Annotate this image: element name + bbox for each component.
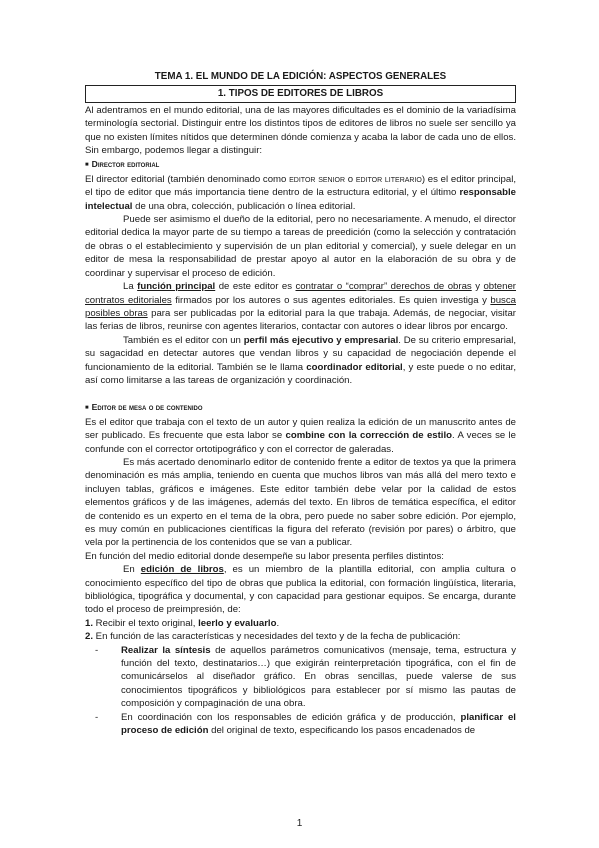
numbered-item-2: 2. En función de las características y necesidades del texto y de la fecha de publicación: — [85, 631, 461, 643]
dash-marker: - — [95, 711, 99, 723]
bullet-icon: ■ — [85, 162, 89, 169]
director-paragraph-2: Puede ser asimismo el dueño de la editorial, pero no necesariamente. A menudo, el director editorial dedica la mayor parte de su tiempo a tareas de preedición (como la selección y contratación de obras o el establecimiento y supervisión de un plan editorial y comercial), y suele delegar en un editor de mesa la responsabilidad de prestar apoyo al autor en la elaboración de su obra y de coordinar y supervisar el proceso de edición. — [85, 214, 516, 279]
section-heading-box: 1. TIPOS DE EDITORES DE LIBROS — [85, 85, 516, 102]
mesa-paragraph-3: En función del medio editorial donde desempeñe su labor presenta perfiles distintos: — [85, 550, 444, 562]
dash-item-text: En coordinación con los responsables de edición gráfica y de producción, planificar el proceso de edición del original de texto, especificando los pasos encadenados de — [121, 711, 516, 737]
dash-marker: - — [95, 644, 99, 656]
director-paragraph-3: La función principal de este editor es contratar o “comprar” derechos de obras y obtener contratos editoriales firmados por los autores o sus agentes editoriales. Es quien investiga y busca posibles obras para ser publicadas por la editorial para la que trabaja. Además, de negociar, visitar las ferias de libros, reunirse con agentes literarios, contactar con autores o idear libros por encargo. — [85, 281, 517, 333]
mesa-heading: ■ Editor de mesa o de contenido — [85, 402, 203, 413]
intro-paragraph: Al adentramos en el mundo editorial, una de las mayores dificultades es el dominio de la variadísima terminología sectorial. Distinguir entre los distintos tipos de editores de libros no suele ser sencillo ya que no existen límites nítidos que determinen dónde comienza y acaba la labor de cada uno de ellos. Sin embargo, podemos llegar a distinguir: — [85, 104, 516, 157]
director-heading: ■ Director editorial — [85, 159, 160, 170]
document-page — [85, 70, 516, 738]
mesa-paragraph-2: Es más acertado denominarlo editor de contenido frente a editor de textos ya que la primera denominación es más amplia, teniendo en cuenta que muchos libros van más allá del mero texto e incluyen tablas, gráficos e imágenes. Este editor también debe velar por la calidad de estos elementos gráficos y de las imágenes, además del texto. En libros de temática específica, el editor de contenido es un experto en el tema de la obra, pero puede no saber sobre edición. Por ejemplo, es muy común en publicaciones científicas la figura del referato (revisión por pares) o árbitro, que vela por la pertinencia de los contenidos que se van a publicar. — [85, 456, 516, 549]
dash-item-text: Realizar la síntesis de aquellos parámetros comunicativos (mensaje, tema, estructura y función del texto, destinatarios…) que exigirán reinterpretación tipográfica, con el fin de comunicárselos al diseñador gráfico. En obras sencillas, puede valerse de sus conocimientos tipográficos y bibliológicos para establecer por sí mismo las pautas de composición y compaginación de una obra. — [121, 644, 517, 710]
page-number: 1 — [296, 818, 303, 829]
mesa-paragraph-1: Es el editor que trabaja con el texto de un autor y quien realiza la edición de un manuscrito antes de ser publicado. Es frecuente que esta labor se combine con la corrección de estilo. A veces se le confunde con el corrector ortotipográfico y con el corrector de galeradas. — [85, 416, 517, 455]
spacer — [85, 387, 516, 400]
director-paragraph-4: También es el editor con un perfil más ejecutivo y empresarial. De su criterio empresarial, su sagacidad en detectar autores que vendan libros y su capacidad de negociación depende el funcionamiento de la editorial. También se le llama coordinador editorial, y este puede o no editar, así como limitarse a las tareas de organización y coordinación. — [85, 334, 517, 386]
numbered-item-1: 1. Recibir el texto original, leerlo y evaluarlo. — [85, 617, 280, 629]
dash-item-1 — [95, 644, 516, 711]
bullet-icon: ■ — [85, 405, 89, 412]
director-paragraph-1: El director editorial (también denominado como editor senior o editor literario) es el editor principal, el tipo de editor que más importancia tiene dentro de la estructura editorial, y el último responsable intelectual de una obra, colección, publicación o línea editorial. — [85, 173, 517, 212]
mesa-paragraph-4: En edición de libros, es un miembro de la plantilla editorial, con amplia cultura o conocimiento específico del tipo de obras que publica la editorial, con formación lingüística, literaria, bibliológica, tipográfica y documental, y con capacidad para gestionar equipos. Se encarga, durante todo el proceso de preimpresión, de: — [85, 564, 516, 616]
dash-item-2 — [95, 711, 516, 738]
document-title: TEMA 1. EL MUNDO DE LA EDICIÓN: ASPECTOS GENERALES — [154, 71, 447, 82]
